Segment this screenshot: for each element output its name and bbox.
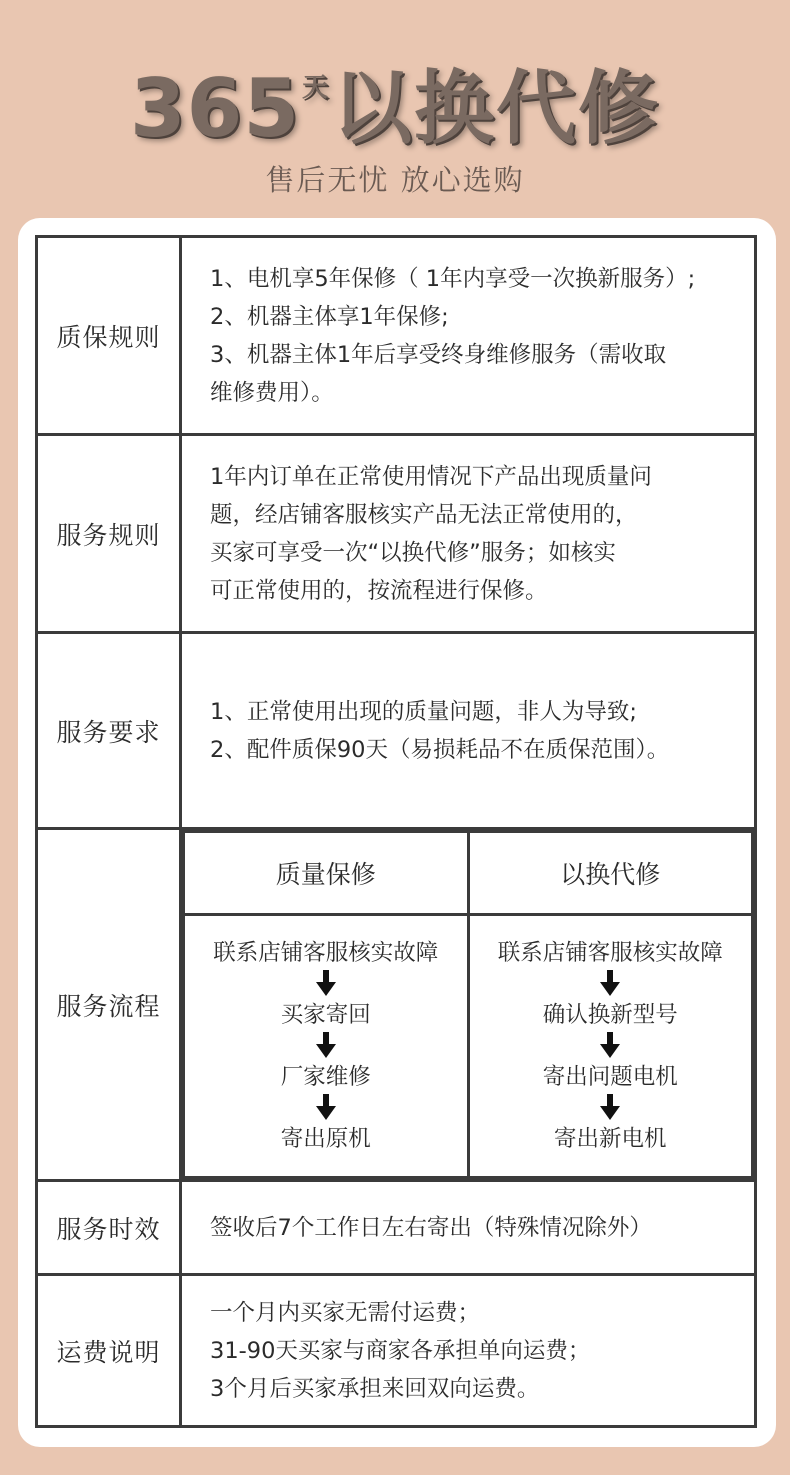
flow-step: 寄出问题电机 [542,1064,678,1090]
arrow-down-icon [185,1030,467,1062]
label-requirements: 服务要求 [37,633,181,829]
flow-step: 确认换新型号 [542,1002,678,1028]
row-service-rules [37,435,756,633]
process-flow-right [468,915,753,1178]
content-warranty [181,237,756,435]
hero-number: 365 [129,62,300,155]
text-line: 题，经店铺客服核实产品无法正常使用的， [210,501,638,528]
content-requirements [181,633,756,829]
process-heading-left: 质量保修 [184,832,469,915]
text-line: 一个月内买家无需付运费； [210,1299,481,1326]
text-line: 买家可享受一次“以换代修”服务；如核实 [210,539,616,566]
text-line: 1年内订单在正常使用情况下产品出现质量问 [210,463,652,490]
text-line: 可正常使用的，按流程进行保修。 [210,577,548,604]
text-line: 31-90天买家与商家各承担单向运费； [210,1337,591,1364]
text-line: 1、正常使用出现的质量问题，非人为导致; [210,698,637,725]
arrow-down-icon [185,1092,467,1124]
hero-main-text: 以换代修 [332,62,660,155]
flow-step: 厂家维修 [280,1064,371,1090]
hero-banner [0,0,790,215]
arrow-down-icon [470,1030,752,1062]
text-line: 3、机器主体1年后享受终身维修服务（需收取 [210,341,667,368]
text-line: 签收后7个工作日左右寄出（特殊情况除外） [210,1214,652,1241]
hero-title [0,44,790,159]
process-flow-left [184,915,469,1178]
row-warranty [37,237,756,435]
row-timeliness [37,1181,756,1275]
flow-step: 买家寄回 [280,1002,371,1028]
label-shipping: 运费说明 [37,1275,181,1427]
flow-step: 寄出原机 [280,1126,371,1152]
label-timeliness: 服务时效 [37,1181,181,1275]
flow-step: 联系店铺客服核实故障 [213,940,439,966]
label-service-rules: 服务规则 [37,435,181,633]
content-timeliness [181,1181,756,1275]
text-line: 2、机器主体享1年保修; [210,303,449,330]
flow-step: 寄出新电机 [553,1126,667,1152]
arrow-down-icon [185,968,467,1000]
label-process: 服务流程 [37,829,181,1181]
row-process [37,829,756,1181]
arrow-down-icon [470,1092,752,1124]
text-line: 2、配件质保90天（易损耗品不在质保范围）。 [210,736,670,763]
process-heading-right: 以换代修 [468,832,753,915]
hero-superscript: 天 [301,73,328,103]
content-process [181,829,756,1181]
row-requirements [37,633,756,829]
rules-table [35,235,757,1428]
row-shipping [37,1275,756,1427]
label-warranty: 质保规则 [37,237,181,435]
text-line: 1、电机享5年保修（ 1年内享受一次换新服务）; [210,265,696,292]
hero-subtitle: 售后无忧 放心选购 [265,163,525,197]
flow-step: 联系店铺客服核实故障 [497,940,723,966]
text-line: 维修费用）。 [210,379,334,406]
text-line: 3个月后买家承担来回双向运费。 [210,1375,540,1402]
process-table [182,830,754,1179]
content-shipping [181,1275,756,1427]
content-service-rules [181,435,756,633]
arrow-down-icon [470,968,752,1000]
